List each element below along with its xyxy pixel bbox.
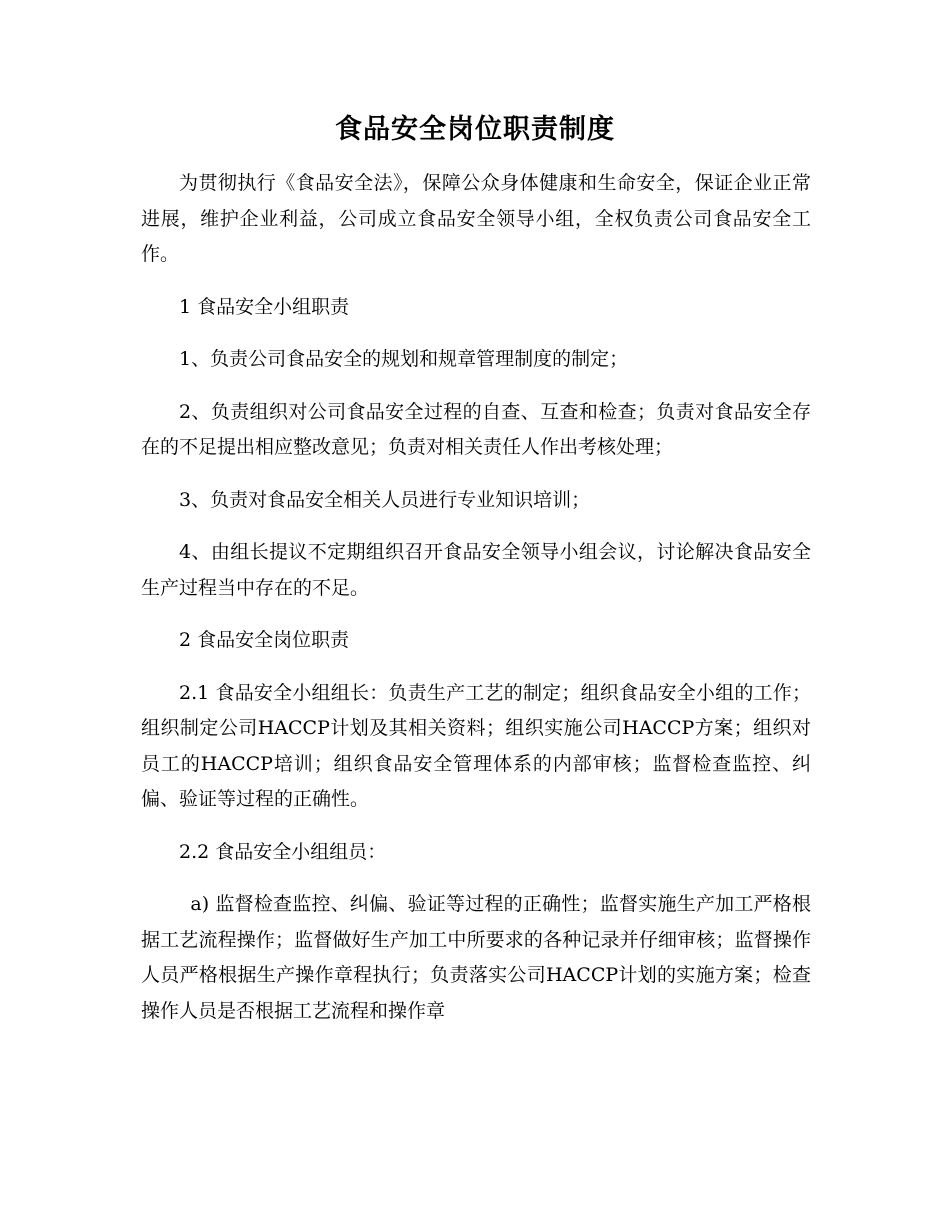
- section-1-heading: 1 食品安全小组职责: [179, 295, 350, 318]
- team-member-duty-a: a) 监督检查监控、纠偏、验证等过程的正确性；监督实施生产加工严格根据工艺流程操作；监督做好生产加工中所要求的各种记录并仔细审核；监督操作人员严格根据生产操作章程执行；负责落实公司HACCP计划的实施方案；检查操作人员是否根据工艺流程和操作章: [141, 893, 811, 1022]
- section-2-heading: 2 食品安全岗位职责: [179, 629, 350, 651]
- duty-item-3: 3、负责对食品安全相关人员进行专业知识培训；: [179, 488, 591, 511]
- duty-item-1: 1、负责公司食品安全的规划和规章管理制度的制定；: [179, 348, 629, 370]
- team-leader-duties: 2.1 食品安全小组组长：负责生产工艺的制定；组织食品安全小组的工作；组织制定公司HACCP计划及其相关资料；组织实施公司HACCP方案；组织对员工的HACCP培训；组织食品安全管理体系的内部审核；监督检查监控、纠偏、验证等过程的正确性。: [141, 681, 811, 810]
- intro-paragraph: 为贯彻执行《食品安全法》，保障公众身体健康和生命安全，保证企业正常进展，维护企业利益，公司成立食品安全领导小组，全权负责公司食品安全工作。: [141, 172, 811, 265]
- duty-item-2: 2、负责组织对公司食品安全过程的自查、互查和检查；负责对食品安全存在的不足提出相应整改意见；负责对相关责任人作出考核处理；: [141, 400, 811, 458]
- team-member-heading: 2.2 食品安全小组组员：: [179, 840, 387, 863]
- document-title: 食品安全岗位职责制度: [335, 114, 615, 145]
- duty-item-4: 4、由组长提议不定期组织召开食品安全领导小组会议，讨论解决食品安全生产过程当中存在的不足。: [141, 541, 811, 599]
- document-body: [141, 166, 811, 1046]
